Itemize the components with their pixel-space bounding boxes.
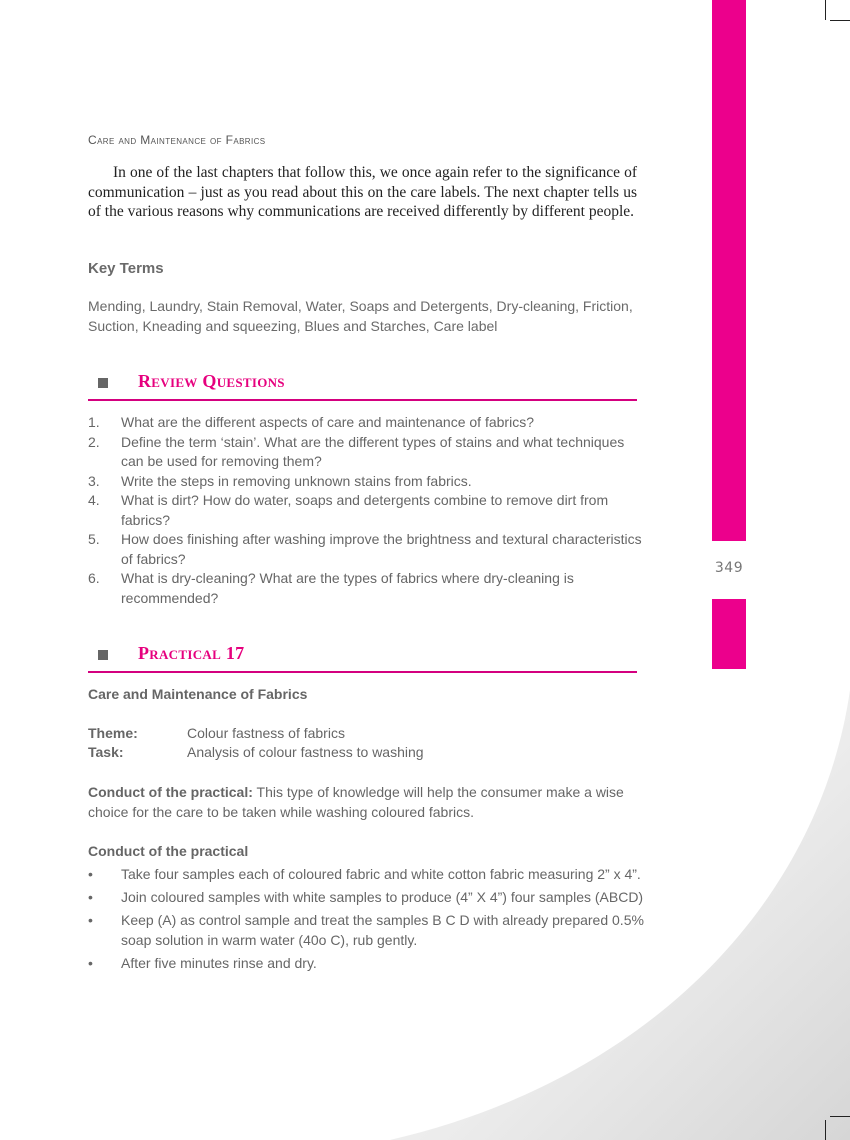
theme-value: Colour fastness of fabrics [187, 725, 345, 741]
intro-paragraph: In one of the last chapters that follow this, we once again refer to the significance of communication – just as you read about this on the care labels. The next chapter tells us of the various reasons why communications are received differently by different people. [88, 164, 637, 220]
margin-color-bar-top [712, 0, 746, 541]
theme-row [88, 725, 345, 741]
review-questions-header [88, 371, 637, 401]
bullet-icon: • [88, 866, 93, 882]
review-questions-list [88, 413, 648, 608]
list-item: 3. Write the steps in removing unknown stains from fabrics. [88, 472, 472, 489]
running-head: Care and Maintenance of Fabrics [88, 133, 266, 147]
list-item: 5. How does finishing after washing improve the brightness and textural characteristics of fabrics? [88, 531, 642, 567]
conduct-paragraph [88, 782, 643, 822]
list-item: • After five minutes rinse and dry. [88, 955, 317, 971]
task-row [88, 744, 424, 760]
list-item: • Join coloured samples with white samples to produce (4” X 4”) four samples (ABCD) [88, 889, 644, 905]
list-item: 1. What are the different aspects of care and maintenance of fabrics? [88, 414, 534, 430]
crop-mark-bottom-h [830, 1116, 850, 1117]
practical-subtitle: Care and Maintenance of Fabrics [88, 686, 308, 702]
square-bullet-icon [98, 650, 108, 660]
bullet-icon: • [88, 889, 93, 905]
key-terms-title: Key Terms [88, 260, 164, 277]
review-questions-title: Review Questions [138, 371, 285, 391]
conduct-title: Conduct of the practical [88, 843, 249, 859]
list-item: • Keep (A) as control sample and treat the samples B C D with already prepared 0.5% soap solution in warm water (40o C), rub gently. [88, 912, 644, 948]
task-value: Analysis of colour fastness to washing [187, 744, 424, 760]
practical-header [88, 643, 637, 673]
key-terms-body: Mending, Laundry, Stain Removal, Water, Soaps and Detergents, Dry-cleaning, Friction, Suction, Kneading and squeezing, Blues and Starches, Care label [88, 298, 633, 334]
margin-color-bar-bottom [712, 599, 746, 669]
crop-mark-bottom-v [825, 1120, 826, 1140]
bullet-icon: • [88, 955, 93, 971]
list-item: • Take four samples each of coloured fabric and white cotton fabric measuring 2” x 4”. [88, 866, 641, 882]
conduct-text: This type of knowledge will help the consumer make a wise choice for the care to be taken while washing coloured fabrics. [88, 784, 624, 820]
task-label: Task: [88, 744, 124, 760]
crop-mark-top-v [825, 0, 826, 20]
page-number: 349 [714, 560, 744, 576]
list-item: 2. Define the term ‘stain’. What are the different types of stains and what techniques can be used for removing them? [88, 433, 625, 469]
square-bullet-icon [98, 378, 108, 388]
theme-label: Theme: [88, 725, 138, 741]
bullet-icon: • [88, 912, 93, 928]
crop-mark-top-h [830, 20, 850, 21]
list-item: 4. What is dirt? How do water, soaps and detergents combine to remove dirt from fabrics? [88, 492, 609, 528]
practical-title: Practical 17 [138, 643, 245, 663]
procedure-list [88, 864, 648, 976]
conduct-label: Conduct of the practical: [88, 784, 253, 800]
list-item: 6. What is dry-cleaning? What are the types of fabrics where dry-cleaning is recommended? [88, 570, 574, 606]
